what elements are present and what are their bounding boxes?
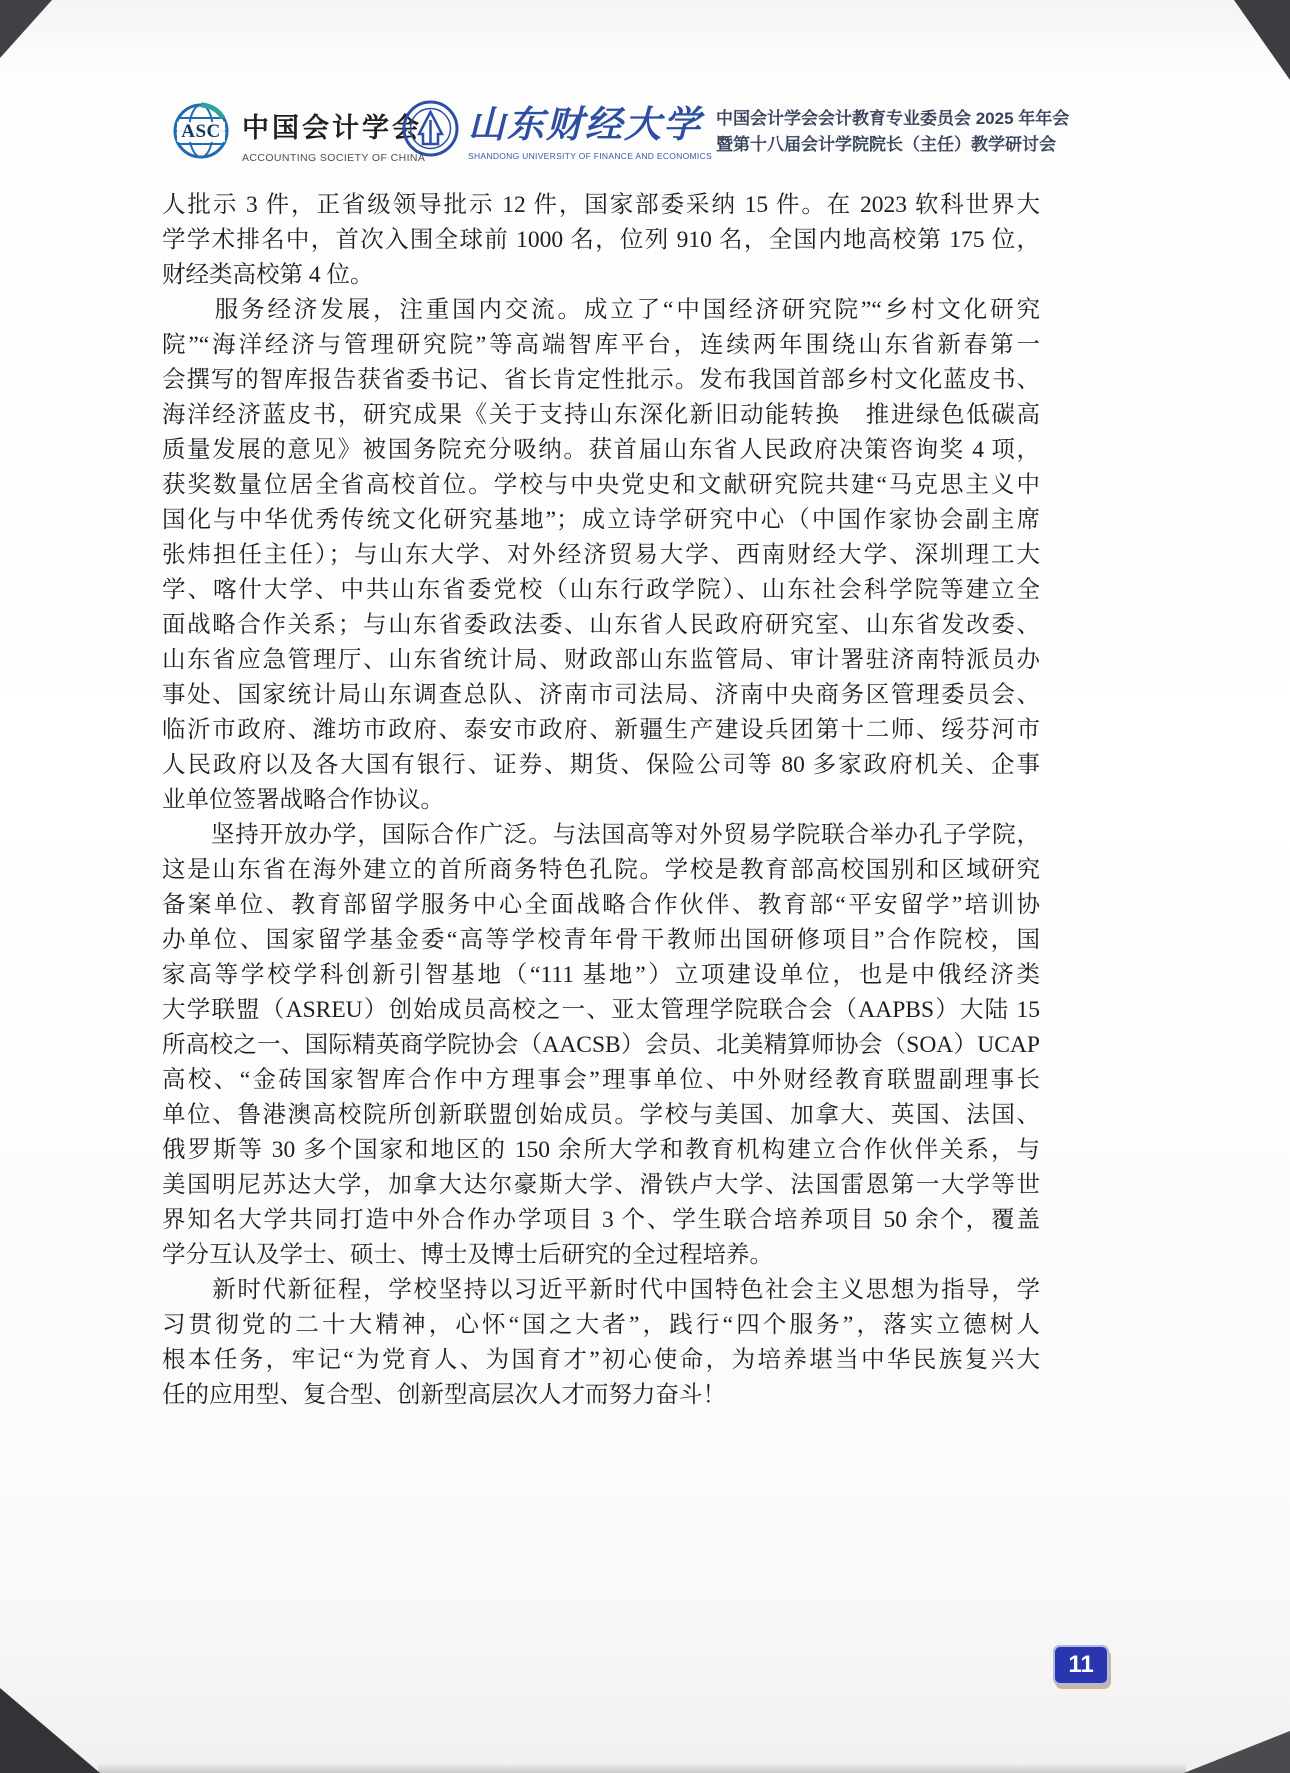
text-line: 俄罗斯等 30 多个国家和地区的 150 余所大学和教育机构建立合作伙伴关系，与 <box>162 1137 1040 1163</box>
text-line: 界知名大学共同打造中外合作办学项目 3 个、学生联合培养项目 50 余个，覆盖 <box>162 1207 1040 1233</box>
text-line: 财经类高校第 4 位。 <box>162 262 374 288</box>
text-line: 备案单位、教育部留学服务中心全面战略合作伙伴、教育部“平安留学”培训协 <box>162 892 1040 918</box>
text-line: 学分互认及学士、硕士、博士及博士后研究的全过程培养。 <box>162 1242 773 1268</box>
text-line: 临沂市政府、潍坊市政府、泰安市政府、新疆生产建设兵团第十二师、绥芬河市 <box>162 717 1040 743</box>
conference-title-block <box>716 106 1136 158</box>
text-line: 人民政府以及各大国有银行、证券、期货、保险公司等 80 多家政府机关、企事 <box>162 752 1040 778</box>
text-line: 获奖数量位居全省高校首位。学校与中央党史和文献研究院共建“马克思主义中 <box>162 472 1040 498</box>
conference-title-line1: 中国会计学会会计教育专业委员会 2025 年年会 <box>716 109 1070 128</box>
asc-subtitle: ACCOUNTING SOCIETY OF CHINA <box>242 152 426 164</box>
conference-title-line2: 暨第十八届会计学院院长（主任）教学研讨会 <box>716 135 1056 154</box>
text-line: 会撰写的智库报告获省委书记、省长肯定性批示。发布我国首部乡村文化蓝皮书、 <box>162 367 1040 393</box>
text-line: 家高等学校学科创新引智基地（“111 基地”）立项建设单位，也是中俄经济类 <box>162 962 1040 988</box>
text-line: 张炜担任主任）；与山东大学、对外经济贸易大学、西南财经大学、深圳理工大 <box>162 542 1040 568</box>
text-line: 事处、国家统计局山东调查总队、济南市司法局、济南中央商务区管理委员会、 <box>162 682 1040 708</box>
page-bottom-shadow <box>98 1763 1186 1773</box>
text-line: 单位、鲁港澳高校院所创新联盟创始成员。学校与美国、加拿大、英国、法国、 <box>162 1102 1040 1128</box>
text-line: 海洋经济蓝皮书，研究成果《关于支持山东深化新旧动能转换 推进绿色低碳高 <box>162 402 1040 428</box>
text-line: 美国明尼苏达大学，加拿大达尔豪斯大学、滑铁卢大学、法国雷恩第一大学等世 <box>162 1172 1040 1198</box>
page-header <box>170 96 1170 168</box>
text-line: 所高校之一、国际精英商学院协会（AACSB）会员、北美精算师协会（SOA）UCAP <box>162 1032 1040 1058</box>
text-line: 高校、“金砖国家智库合作中方理事会”理事单位、中外财经教育联盟副理事长 <box>162 1067 1040 1093</box>
text-line: 根本任务，牢记“为党育人、为国育才”初心使命，为培养堪当中华民族复兴大 <box>162 1347 1040 1373</box>
sdufe-emblem-icon <box>402 100 459 157</box>
asc-title: 中国会计学会 <box>242 113 422 143</box>
asc-text-block <box>242 106 426 164</box>
text-line: 习贯彻党的二十大精神，心怀“国之大者”，践行“四个服务”，落实立德树人 <box>162 1312 1040 1338</box>
text-line: 这是山东省在海外建立的首所商务特色孔院。学校是教育部高校国别和区域研究 <box>162 857 1040 883</box>
body-text <box>162 188 1040 1413</box>
sdufe-text-block <box>468 94 712 161</box>
text-line: 质量发展的意见》被国务院充分吸纳。获首届山东省人民政府决策咨询奖 4 项， <box>162 437 1040 463</box>
sdufe-title: 山东财经大学 <box>468 105 702 146</box>
sdufe-subtitle: SHANDONG UNIVERSITY OF FINANCE AND ECONOMICS <box>468 151 712 161</box>
text-line: 院”“海洋经济与管理研究院”等高端智库平台，连续两年围绕山东省新春第一 <box>162 332 1040 358</box>
text-line: 新时代新征程，学校坚持以习近平新时代中国特色社会主义思想为指导，学 <box>162 1277 1040 1303</box>
text-line: 办单位、国家留学基金委“高等学校青年骨干教师出国研修项目”合作院校，国 <box>162 927 1040 953</box>
text-line: 坚持开放办学，国际合作广泛。与法国高等对外贸易学院联合举办孔子学院， <box>162 822 1040 848</box>
text-line: 学学术排名中，首次入围全球前 1000 名，位列 910 名，全国内地高校第 175 位， <box>162 227 1040 253</box>
text-line: 业单位签署战略合作协议。 <box>162 787 444 813</box>
asc-acronym-label: ASC <box>177 122 225 142</box>
asc-globe-icon <box>172 102 230 160</box>
text-line: 大学联盟（ASREU）创始成员高校之一、亚太管理学院联合会（AAPBS）大陆 15 <box>162 997 1040 1023</box>
text-line: 山东省应急管理厅、山东省统计局、财政部山东监管局、审计署驻济南特派员办 <box>162 647 1040 673</box>
text-line: 学、喀什大学、中共山东省委党校（山东行政学院）、山东社会科学院等建立全 <box>162 577 1040 603</box>
text-line: 任的应用型、复合型、创新型高层次人才而努力奋斗！ <box>162 1382 726 1408</box>
text-line: 人批示 3 件，正省级领导批示 12 件，国家部委采纳 15 件。在 2023 软科世界大 <box>162 192 1040 218</box>
text-line: 面战略合作关系；与山东省委政法委、山东省人民政府研究室、山东省发改委、 <box>162 612 1040 638</box>
text-line: 服务经济发展，注重国内交流。成立了“中国经济研究院”“乡村文化研究 <box>162 297 1040 323</box>
page-number-badge: 11 <box>1053 1645 1109 1685</box>
text-line: 国化与中华优秀传统文化研究基地”；成立诗学研究中心（中国作家协会副主席 <box>162 507 1040 533</box>
